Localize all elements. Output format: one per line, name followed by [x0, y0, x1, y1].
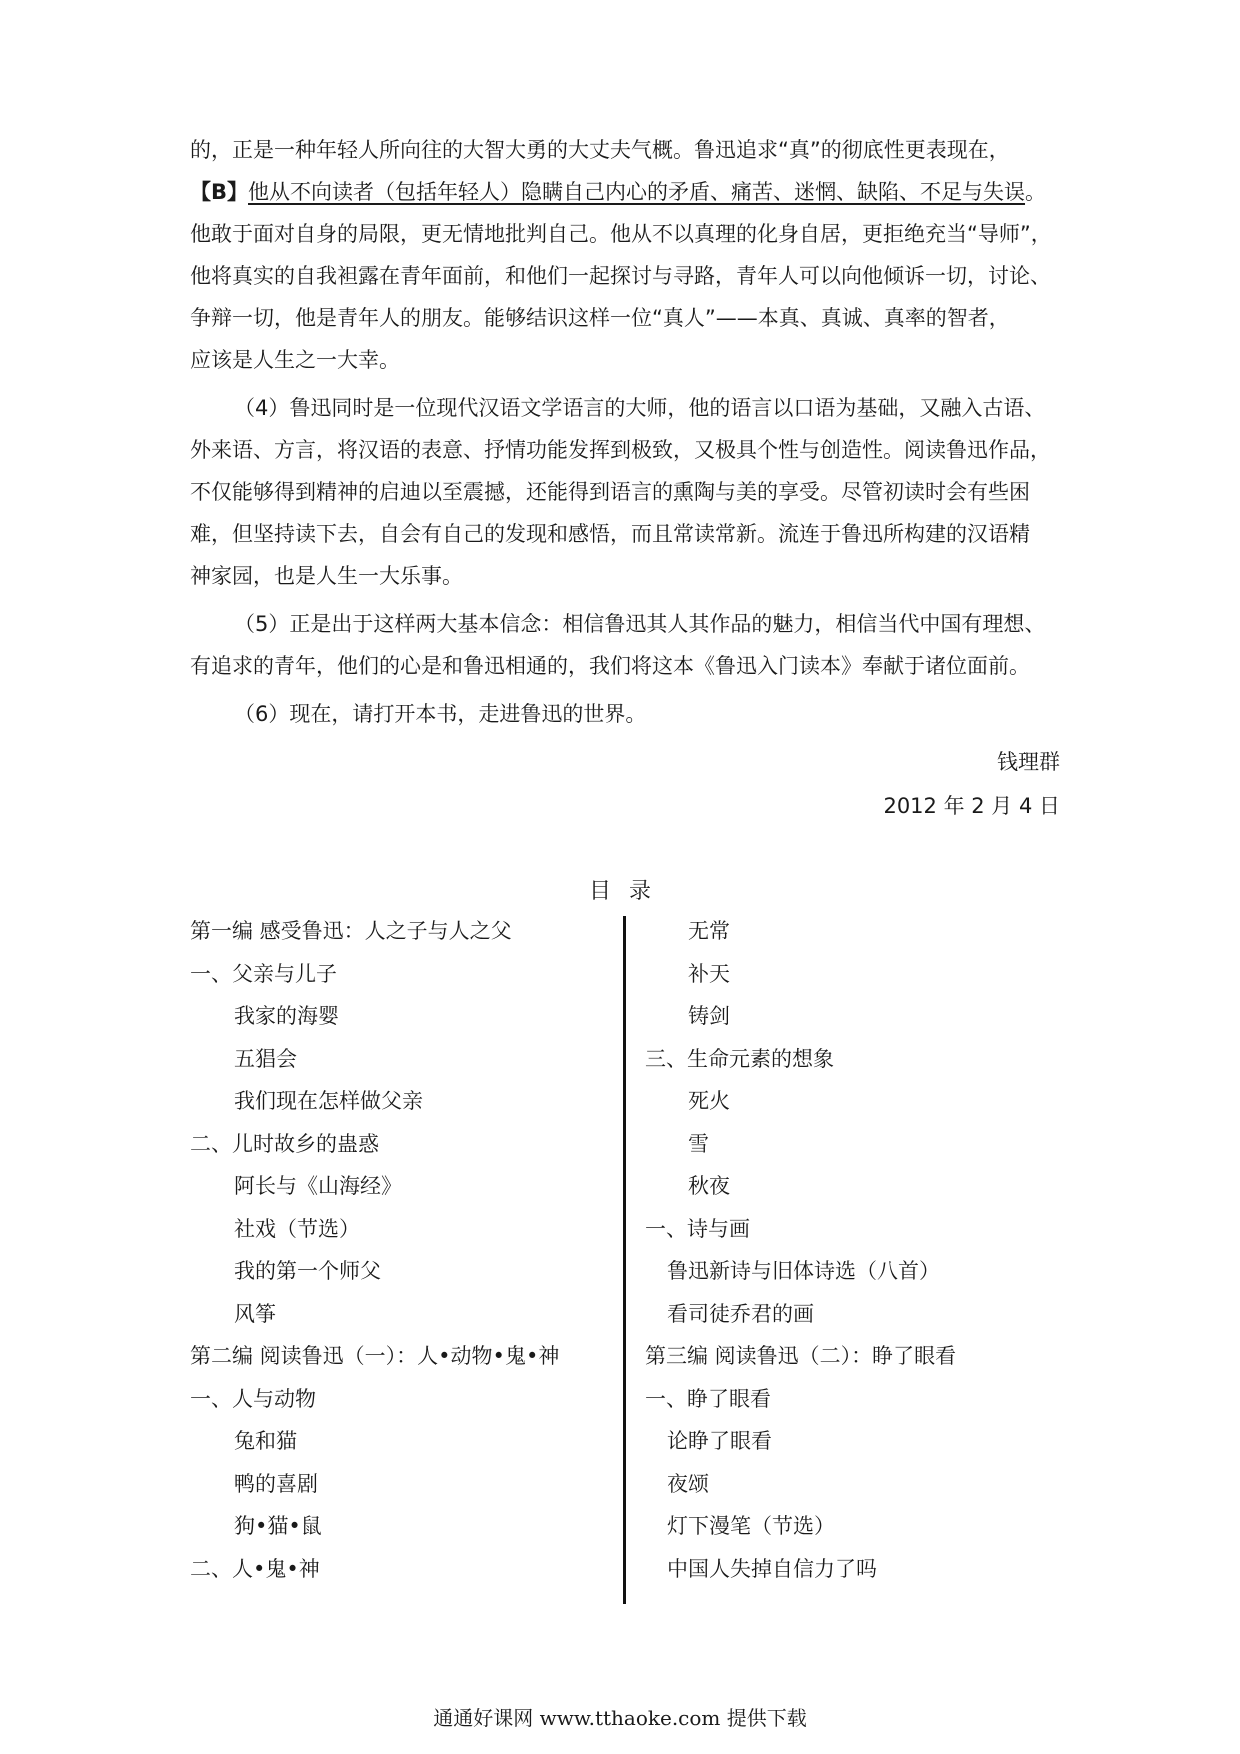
- paragraph-3-line-2: [190, 178, 1046, 206]
- toc-entry: 社戏（节选）: [234, 1216, 360, 1241]
- toc-entry: 二、人•鬼•神: [190, 1556, 320, 1581]
- paragraph-4-line-3: 不仅能够得到精神的启迪以至震撼，还能得到语言的熏陶与美的享受。尽管初读时会有些困: [190, 480, 1030, 504]
- paragraph-3-line-4: 他将真实的自我袒露在青年面前，和他们一起探讨与寻路，青年人可以向他倾诉一切，讨论、: [190, 264, 1051, 288]
- toc-entry: 阿长与《山海经》: [234, 1174, 402, 1198]
- toc-entry: 鸭的喜剧: [234, 1471, 318, 1496]
- toc-entry: 我家的海婴: [234, 1004, 339, 1028]
- toc-entry: 铸剑: [688, 1004, 730, 1028]
- toc-entry: 论睁了眼看: [667, 1429, 772, 1453]
- toc-entry: 一、诗与画: [645, 1216, 750, 1241]
- paragraph-4-line-4: 难，但坚持读下去，自会有自己的发现和感悟，而且常读常新。流连于鲁迅所构建的汉语精: [190, 522, 1030, 546]
- paragraph-6-line-1: （6）现在，请打开本书，走进鲁迅的世界。: [234, 702, 647, 726]
- toc-column-divider: [623, 916, 626, 1604]
- toc-entry: 第三编 阅读鲁迅（二）：睁了眼看: [645, 1344, 957, 1368]
- page-footer: 通通好课网 www.tthaoke.com 提供下载: [433, 1706, 807, 1730]
- paragraph-5-line-1: （5）正是出于这样两大基本信念：相信鲁迅其人其作品的魅力，相信当代中国有理想、: [234, 612, 1046, 636]
- toc-entry: 秋夜: [688, 1174, 730, 1198]
- toc-entry: 鲁迅新诗与旧体诗选（八首）: [667, 1259, 940, 1283]
- toc-entry: 第二编 阅读鲁迅（一）：人•动物•鬼•神: [190, 1344, 560, 1368]
- paragraph-4-line-5: 神家园，也是人生一大乐事。: [190, 564, 463, 588]
- toc-entry: 一、睁了眼看: [645, 1386, 771, 1411]
- toc-entry: 中国人失掉自信力了吗: [667, 1556, 877, 1581]
- toc-entry: 我的第一个师父: [234, 1259, 381, 1283]
- toc-entry: 风筝: [234, 1301, 276, 1326]
- toc-entry: 兔和猫: [234, 1429, 297, 1453]
- toc-entry: 死火: [688, 1089, 730, 1113]
- marker-b: 【B】: [190, 180, 249, 204]
- underlined-sentence-b: 他从不向读者（包括年轻人）隐瞒自己内心的矛盾、痛苦、迷惘、缺陷、不足与失误: [248, 180, 1026, 204]
- toc-entry: 三、生命元素的想象: [645, 1046, 834, 1071]
- toc-entry: 二、儿时故乡的蛊惑: [190, 1131, 379, 1156]
- toc-entry: 灯下漫笔（节选）: [667, 1514, 835, 1538]
- toc-entry: 无常: [688, 919, 730, 943]
- toc-entry: 一、人与动物: [190, 1386, 316, 1411]
- paragraph-4-line-1: （4）鲁迅同时是一位现代汉语文学语言的大师，他的语言以口语为基础，又融入古语、: [234, 396, 1046, 420]
- paragraph-5-line-2: 有追求的青年，他们的心是和鲁迅相通的，我们将这本《鲁迅入门读本》奉献于诸位面前。: [190, 654, 1030, 678]
- paragraph-3-line-1: 的，正是一种年轻人所向往的大智大勇的大丈夫气概。鲁迅追求“真”的彻底性更表现在，: [190, 138, 1010, 162]
- author-signature: 钱理群: [997, 750, 1060, 774]
- sentence-end: 。: [1025, 180, 1047, 204]
- toc-entry: 夜颂: [667, 1471, 709, 1496]
- toc-entry: 雪: [688, 1131, 709, 1156]
- toc-entry: 第一编 感受鲁迅：人之子与人之父: [190, 919, 512, 943]
- toc-entry: 补天: [688, 961, 730, 986]
- paragraph-3-line-6: 应该是人生之一大幸。: [190, 348, 400, 372]
- signature-date: 2012 年 2 月 4 日: [883, 794, 1060, 818]
- toc-entry: 看司徒乔君的画: [667, 1301, 814, 1326]
- toc-title: 目录: [588, 879, 669, 904]
- toc-entry: 狗•猫•鼠: [234, 1514, 322, 1538]
- toc-entry: 一、父亲与儿子: [190, 961, 337, 986]
- paragraph-4-line-2: 外来语、方言，将汉语的表意、抒情功能发挥到极致，又极具个性与创造性。阅读鲁迅作品，: [190, 438, 1051, 462]
- toc-entry: 我们现在怎样做父亲: [234, 1089, 423, 1113]
- toc-entry: 五猖会: [234, 1046, 297, 1071]
- paragraph-3-line-3: 他敢于面对自身的局限，更无情地批判自己。他从不以真理的化身自居，更拒绝充当“导师”，: [190, 222, 1052, 246]
- paragraph-3-line-5: 争辩一切，他是青年人的朋友。能够结识这样一位“真人”——本真、真诚、真率的智者，: [190, 306, 1010, 330]
